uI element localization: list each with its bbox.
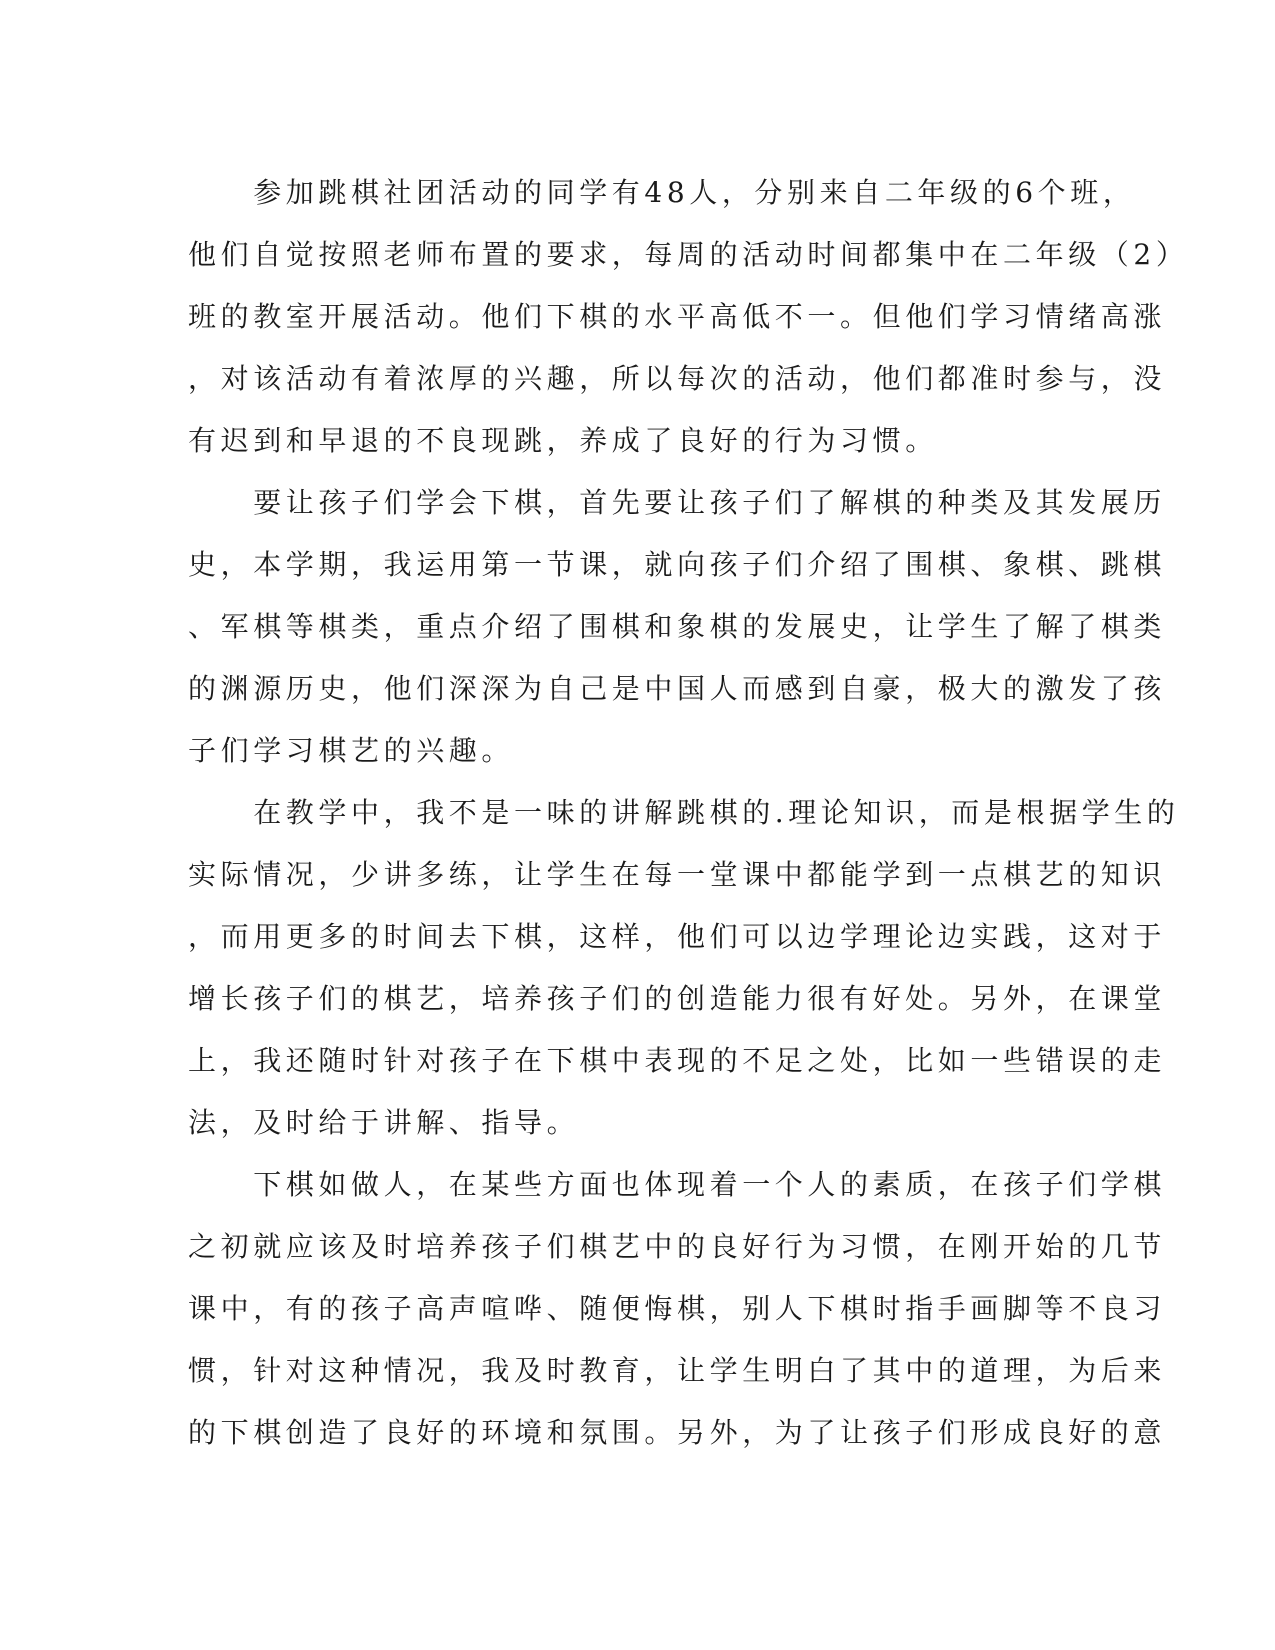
paragraph-4 <box>188 1154 1167 1464</box>
text-line: 子们学习棋艺的兴趣。 <box>188 734 515 767</box>
text-line: 他们自觉按照老师布置的要求，每周的活动时间都集中在二年级（2） <box>188 238 1189 271</box>
text-line: 上，我还随时针对孩子在下棋中表现的不足之处，比如一些错误的走 <box>188 1044 1167 1077</box>
paragraph-2 <box>188 472 1167 782</box>
text-line: 参加跳棋社团活动的同学有48人，分别来自二年级的6个班， <box>188 176 1136 209</box>
document-body <box>188 162 1189 1464</box>
text-line: 实际情况，少讲多练，让学生在每一堂课中都能学到一点棋艺的知识 <box>188 858 1167 891</box>
text-line: 惯，针对这种情况，我及时教育，让学生明白了其中的道理，为后来 <box>188 1354 1167 1387</box>
text-line: 之初就应该及时培养孩子们棋艺中的良好行为习惯，在刚开始的几节 <box>188 1230 1167 1263</box>
text-line: 下棋如做人，在某些方面也体现着一个人的素质，在孩子们学棋 <box>188 1168 1167 1201</box>
text-line: 的下棋创造了良好的环境和氛围。另外，为了让孩子们形成良好的意 <box>188 1416 1167 1449</box>
text-line: 史，本学期，我运用第一节课，就向孩子们介绍了围棋、象棋、跳棋 <box>188 548 1167 581</box>
text-line: 有迟到和早退的不良现跳，养成了良好的行为习惯。 <box>188 424 938 457</box>
paragraph-3 <box>188 782 1180 1154</box>
paragraph-1 <box>188 162 1189 472</box>
text-line: 在教学中，我不是一味的讲解跳棋的.理论知识，而是根据学生的 <box>188 796 1180 829</box>
text-line: 班的教室开展活动。他们下棋的水平高低不一。但他们学习情绪高涨 <box>188 300 1167 333</box>
text-line: 法，及时给于讲解、指导。 <box>188 1106 580 1139</box>
text-line: 要让孩子们学会下棋，首先要让孩子们了解棋的种类及其发展历 <box>188 486 1167 519</box>
text-line: ，对该活动有着浓厚的兴趣，所以每次的活动，他们都准时参与，没 <box>188 362 1167 395</box>
text-line: 课中，有的孩子高声喧哗、随便悔棋，别人下棋时指手画脚等不良习 <box>188 1292 1167 1325</box>
text-line: ，而用更多的时间去下棋，这样，他们可以边学理论边实践，这对于 <box>188 920 1167 953</box>
text-line: 、军棋等棋类，重点介绍了围棋和象棋的发展史，让学生了解了棋类 <box>188 610 1167 643</box>
text-line: 的渊源历史，他们深深为自己是中国人而感到自豪，极大的激发了孩 <box>188 672 1167 705</box>
text-line: 增长孩子们的棋艺，培养孩子们的创造能力很有好处。另外，在课堂 <box>188 982 1167 1015</box>
